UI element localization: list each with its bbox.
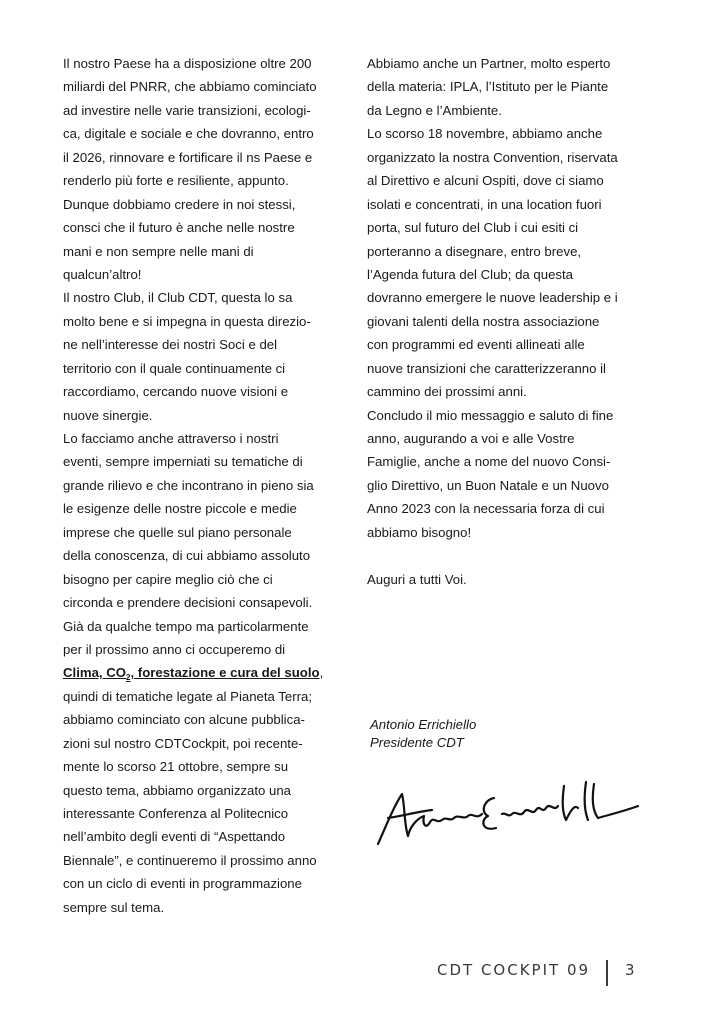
page-number: 3 [625,961,635,979]
text-line: circonda e prendere decisioni consapevoli. [63,595,313,611]
text-line: della materia: IPLA, l’Istituto per le Piante [367,79,609,95]
page-footer [430,960,650,988]
text-line: nell’ambito degli eventi di “Aspettando [63,829,286,845]
text-line: con programmi ed eventi allineati alle [367,337,585,353]
publication-title: CDT COCKPIT 09 [437,961,591,979]
text-line: Già da qualche tempo ma particolarmente [63,618,309,634]
left-column [63,52,339,919]
text-line: Lo facciamo anche attraverso i nostri [63,431,279,446]
footer-separator [606,960,608,986]
text-line: Biennale”, e continueremo il prossimo anno [63,852,317,868]
text-line: interessante Conferenza al Politecnico [63,806,289,821]
closing-greeting: Auguri a tutti Voi. [367,571,467,587]
text-line: questo tema, abbiamo organizzato una [63,782,291,798]
text-line: l’Agenda futura del Club; da questa [367,266,574,282]
text-line: zioni sul nostro CDTCockpit, poi recente- [63,735,303,751]
text-line: da Legno e l’Ambiente. [367,102,502,118]
text-line: glio Direttivo, un Buon Natale e un Nuovo [367,477,609,493]
text-line: della conoscenza, di cui abbiamo assoluto [63,548,311,564]
text-line: Il nostro Club, il Club CDT, questa lo sa [63,290,293,306]
text-line: Lo scorso 18 novembre, abbiamo anche [367,126,603,142]
author-name: Antonio Errichiello [370,717,477,732]
text-line: nuove sinergie. [63,407,153,423]
text-line: le esigenze delle nostre piccole e medie [63,501,297,517]
highlight-subscript: 2 [126,673,131,683]
text-line: anno, augurando a voi e alle Vostre [367,431,575,446]
text-line: miliardi del PNRR, che abbiamo cominciato [63,79,317,95]
handwritten-signature-icon [372,776,642,856]
text-line: nuove transizioni che caratterizzeranno il [367,360,606,376]
text-line: Il nostro Paese ha a disposizione oltre 200 [63,56,312,71]
text-line: Dunque dobbiamo credere in noi stessi, [63,196,296,212]
text-line: Famiglie, anche a nome del nuovo Consi- [367,454,611,470]
text-line: al Direttivo e alcuni Ospiti, dove ci siamo [367,173,604,189]
highlighted-topics [63,661,339,684]
author-block [370,716,476,752]
text-line: raccordiamo, cercando nuove visioni e [63,384,289,400]
text-line: porteranno a disegnare, entro breve, [367,243,582,259]
paragraph-gap [367,544,642,567]
text-line: ad investire nelle varie transizioni, ecologi- [63,102,311,118]
text-line: grande rilievo e che incontrano in pieno sia [63,477,314,493]
text-line: quindi di tematiche legate al Pianeta Terra; [63,688,313,704]
text-line: porta, sul futuro del Club i cui esiti ci [367,220,579,236]
text-line: organizzato la nostra Convention, riservata [367,149,618,165]
text-line: cammino dei prossimi anni. [367,384,527,400]
highlight-part2: , forestazione e cura del suolo [130,665,320,681]
text-line: renderlo più forte e resiliente, appunto. [63,173,289,189]
text-line: Concludo il mio messaggio e saluto di fine [367,407,614,423]
text-line: sempre sul tema. [63,899,165,915]
text-line: giovani talenti della nostra associazione [367,313,600,329]
text-line: molto bene e si impegna in questa direzio- [63,313,311,329]
text-line: abbiamo cominciato con alcune pubblica- [63,712,305,728]
text-line: eventi, sempre imperniati su tematiche di [63,454,303,470]
text-line: Abbiamo anche un Partner, molto esperto [367,56,611,71]
highlight-part1: Clima, CO [63,665,127,681]
text-line: il 2026, rinnovare e fortificare il ns Paese e [63,149,313,165]
author-role: Presidente CDT [370,735,464,750]
text-line: consci che il futuro è anche nelle nostre [63,220,295,236]
text-line: ne nell’interesse dei nostri Soci e del [63,337,278,353]
text-line: isolati e concentrati, in una location fuori [367,196,602,212]
text-line: abbiamo bisogno! [367,524,472,540]
text-line: mani e non sempre nelle mani di [63,243,254,259]
text-line: bisogno per capire meglio ciò che ci [63,571,273,587]
text-line: dovranno emergere le nuove leadership e i [367,290,618,306]
text-line: imprese che quelle sul piano personale [63,524,292,540]
highlight-trail: , [319,665,324,681]
text-line: per il prossimo anno ci occuperemo di [63,641,286,657]
right-column [367,52,642,591]
text-line: mente lo scorso 21 ottobre, sempre su [63,759,289,775]
text-line: territorio con il quale continuamente ci [63,360,286,376]
text-line: Anno 2023 con la necessaria forza di cui [367,501,605,517]
text-line: qualcun’altro! [63,266,142,282]
text-line: con un ciclo di eventi in programmazione [63,876,302,892]
text-line: ca, digitale e sociale e che dovranno, entro [63,126,314,142]
